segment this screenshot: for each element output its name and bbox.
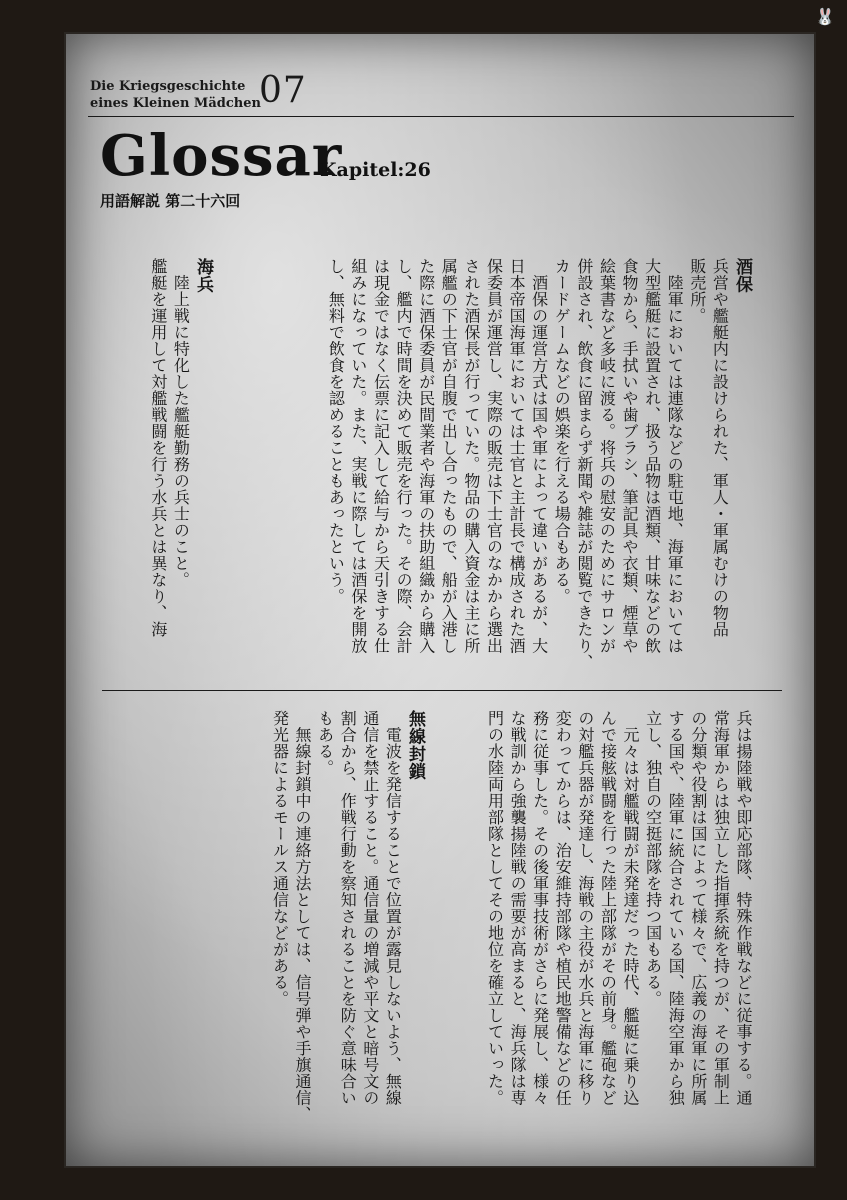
entry-line: 陸軍においては連隊などの駐屯地、海軍においては <box>665 258 685 654</box>
entry-line: し、無料で飲食を認めることもあったという。 <box>326 258 346 605</box>
entry-line: 務に従事した。その後軍事技術がさらに発展し、様々 <box>530 710 550 1106</box>
entry-line: 通信を禁止すること。通信量の増減や平文と暗号文の <box>360 710 380 1106</box>
entry-line: んで接舷戦闘を行った陸上部隊がその前身。艦砲など <box>598 710 618 1106</box>
entry-line: た際に酒保委員が民間業者や海軍の扶助組織から購入 <box>416 258 436 654</box>
entry-line: 元々は対艦戦闘が未発達だった時代、艦艇に乗り込 <box>621 710 641 1106</box>
entry-term-musen: 無線封鎖 <box>405 710 425 780</box>
section-divider <box>102 690 782 691</box>
entry-term-shuho: 酒保 <box>732 258 752 293</box>
entry-line: もある。 <box>315 710 335 776</box>
entry-line: 保委員が運営し、実際の販売は下士官のなかから選出 <box>484 258 504 654</box>
rabbit-icon: 🐰 <box>815 7 835 26</box>
entry-line: 割合から、作戦行動を察知されることを防ぐ意味合い <box>338 710 358 1106</box>
entry-line: は現金ではなく伝票に記入して給与から天引きする仕 <box>371 258 391 654</box>
entry-line: カードゲームなどの娯楽を行える場合もある。 <box>552 258 572 605</box>
entry-line: 酒保の運営方式は国や軍によって違いがあるが、大 <box>529 258 549 654</box>
entry-shuho <box>221 258 753 674</box>
chapter-number: 07 <box>259 70 307 111</box>
page-subtitle: 用語解説 第二十六回 <box>100 192 241 210</box>
entry-line: 電波を発信することで位置が露見しないよう、無線 <box>383 710 403 1106</box>
entry-line: の対艦兵器が発達し、海戦の主役が水兵と海軍に移り <box>575 710 595 1106</box>
entry-line: 絵葉書など多岐に渡る。将兵の慰安のためにサロンが <box>597 258 617 654</box>
entry-term-kaihei: 海兵 <box>193 258 213 293</box>
series-title-line-2: eines Kleinen Mädchen <box>90 96 261 111</box>
entry-line: し、艦内で時間を決めて販売を行った。その際、会計 <box>394 258 414 654</box>
page-title: Glossar <box>100 123 343 189</box>
entry-line: 併設され、飲食に留まらず新聞や雑誌が閲覧できたり、 <box>574 258 594 671</box>
entry-line: 無線封鎖中の連絡方法としては、信号弾や手旗通信、 <box>293 710 313 1123</box>
kapitel-label: Kapitel:26 <box>320 159 431 181</box>
entry-musen <box>186 710 426 1140</box>
entry-line: 立し、独自の空挺部隊を持つ国もある。 <box>643 710 663 1007</box>
entry-line: 陸上戦に特化した艦艇勤務の兵士のこと。 <box>171 258 191 588</box>
header-rule <box>88 116 794 117</box>
entry-kaihei-continued <box>438 710 754 1140</box>
entry-line: の分類や役割は国によって様々で、広義の海軍に所属 <box>688 710 708 1106</box>
entry-line: 販売所。 <box>687 258 707 324</box>
entry-line: 艦艇を運用して対艦戦闘を行う水兵とは異なり、海 <box>148 258 168 638</box>
series-title <box>90 78 261 112</box>
entry-line: 発光器によるモールス通信などがある。 <box>270 710 290 1007</box>
entry-kaihei <box>86 258 214 674</box>
entry-line: された酒保長が行っていた。物品の購入資金は主に所 <box>461 258 481 654</box>
entry-line: 変わってからは、治安維持部隊や植民地警備などの任 <box>553 710 573 1106</box>
entry-line: 大型艦艇に設置され、扱う品物は酒類、甘味などの飲 <box>642 258 662 654</box>
entry-line: 兵営や艦艇内に設けられた、軍人・軍属むけの物品 <box>710 258 730 638</box>
entry-line: 日本帝国海軍においては士官と主計長で構成された酒 <box>507 258 527 654</box>
series-title-line-1: Die Kriegsgeschichte <box>90 79 246 94</box>
entry-line: 食物から、手拭いや歯ブラシ、筆記具や衣類、煙草や <box>620 258 640 654</box>
entry-line: 属艦の下士官が自腹で出し合ったもので、船が入港し <box>439 258 459 654</box>
entry-line: 組みになっていた。また、実戦に際しては酒保を開放 <box>348 258 368 654</box>
glossary-page <box>64 32 816 1168</box>
entry-line: 常海軍からは独立した指揮系統を持つが、その軍制上 <box>711 710 731 1106</box>
entry-line: する国や、陸軍に統合されている国、陸海空軍から独 <box>666 710 686 1106</box>
entry-line: 門の水陸両用部隊としてその地位を確立していった。 <box>485 710 505 1106</box>
entry-line: 兵は揚陸戦や即応部隊、特殊作戦などに従事する。通 <box>734 710 753 1106</box>
entry-line: な戦訓から強襲揚陸戦の需要が高まると、海兵隊は専 <box>508 710 528 1106</box>
